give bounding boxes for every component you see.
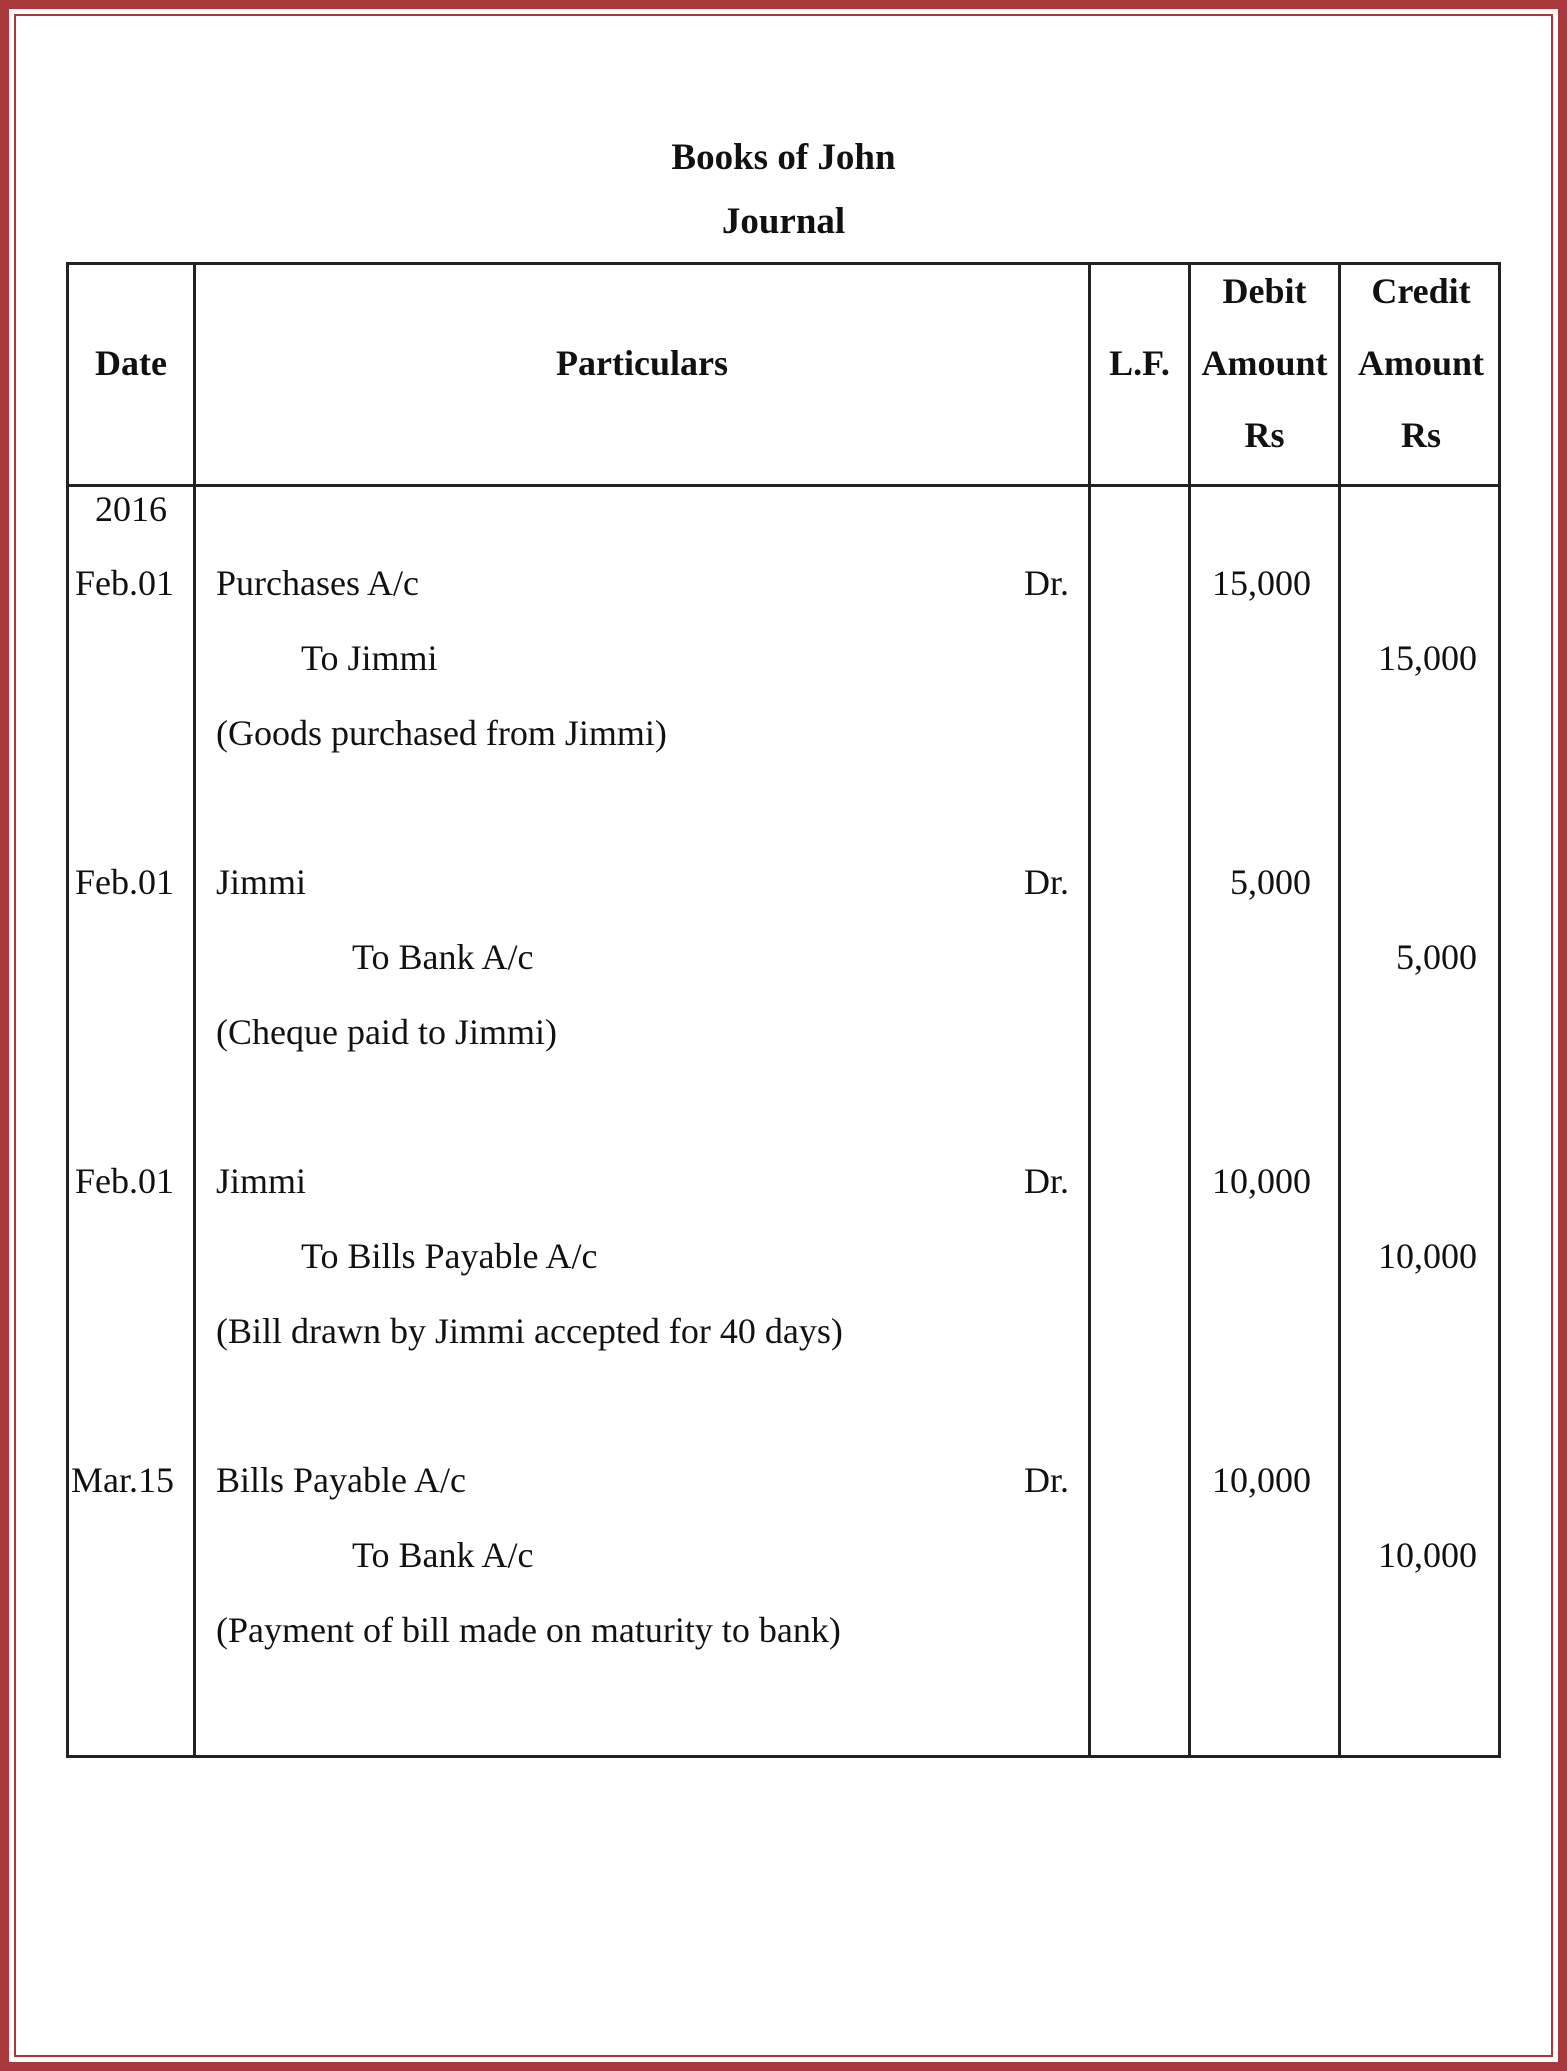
- journal-table: [66, 262, 1501, 1758]
- journal-title: Journal: [721, 201, 846, 242]
- entry-date: Feb.01: [75, 862, 174, 902]
- entry-credit-account: To Bills Payable A/c: [301, 1236, 598, 1276]
- entry-dr-label: Dr.: [1024, 563, 1069, 603]
- entry-credit-amount: 10,000: [1378, 1236, 1477, 1276]
- entry-narration: (Bill drawn by Jimmi accepted for 40 days): [216, 1311, 843, 1351]
- entry-dr-label: Dr.: [1024, 1460, 1069, 1500]
- date-header: Date: [95, 343, 167, 383]
- particulars-header: Particulars: [556, 343, 728, 383]
- entry-debit-amount: 10,000: [1212, 1460, 1311, 1500]
- entry-credit-amount: 15,000: [1378, 638, 1477, 678]
- header-divider: [69, 484, 1498, 487]
- entry-credit-amount: 10,000: [1378, 1535, 1477, 1575]
- entry-dr-label: Dr.: [1024, 862, 1069, 902]
- column-divider: [1188, 265, 1191, 1755]
- entry-debit-account: Purchases A/c: [216, 563, 419, 603]
- entry-narration: (Payment of bill made on maturity to bank): [216, 1610, 841, 1650]
- entry-debit-account: Jimmi: [216, 1161, 307, 1201]
- lf-header: L.F.: [1109, 343, 1170, 383]
- credit-header-line1: Credit: [1371, 271, 1471, 311]
- debit-header-line1: Debit: [1222, 271, 1307, 311]
- entry-narration: (Cheque paid to Jimmi): [216, 1012, 557, 1052]
- entry-date: Feb.01: [75, 563, 174, 603]
- entry-date: Feb.01: [75, 1161, 174, 1201]
- books-title: Books of John: [671, 137, 896, 178]
- column-divider: [1088, 265, 1091, 1755]
- column-divider: [193, 265, 196, 1755]
- debit-header-line2: Amount: [1201, 343, 1328, 383]
- entry-debit-amount: 5,000: [1230, 862, 1311, 902]
- debit-header-line3: Rs: [1244, 415, 1285, 455]
- entry-narration: (Goods purchased from Jimmi): [216, 713, 667, 753]
- entry-debit-account: Jimmi: [216, 862, 307, 902]
- credit-header-line2: Amount: [1357, 343, 1485, 383]
- entry-debit-amount: 15,000: [1212, 563, 1311, 603]
- entry-credit-account: To Bank A/c: [352, 937, 534, 977]
- entry-credit-amount: 5,000: [1396, 937, 1477, 977]
- credit-header-line3: Rs: [1400, 415, 1441, 455]
- year-label: 2016: [95, 489, 167, 529]
- column-divider: [1338, 265, 1341, 1755]
- entry-dr-label: Dr.: [1024, 1161, 1069, 1201]
- entry-date: Mar.15: [71, 1460, 174, 1500]
- entry-credit-account: To Bank A/c: [352, 1535, 534, 1575]
- entry-credit-account: To Jimmi: [301, 638, 438, 678]
- entry-debit-amount: 10,000: [1212, 1161, 1311, 1201]
- entry-debit-account: Bills Payable A/c: [216, 1460, 466, 1500]
